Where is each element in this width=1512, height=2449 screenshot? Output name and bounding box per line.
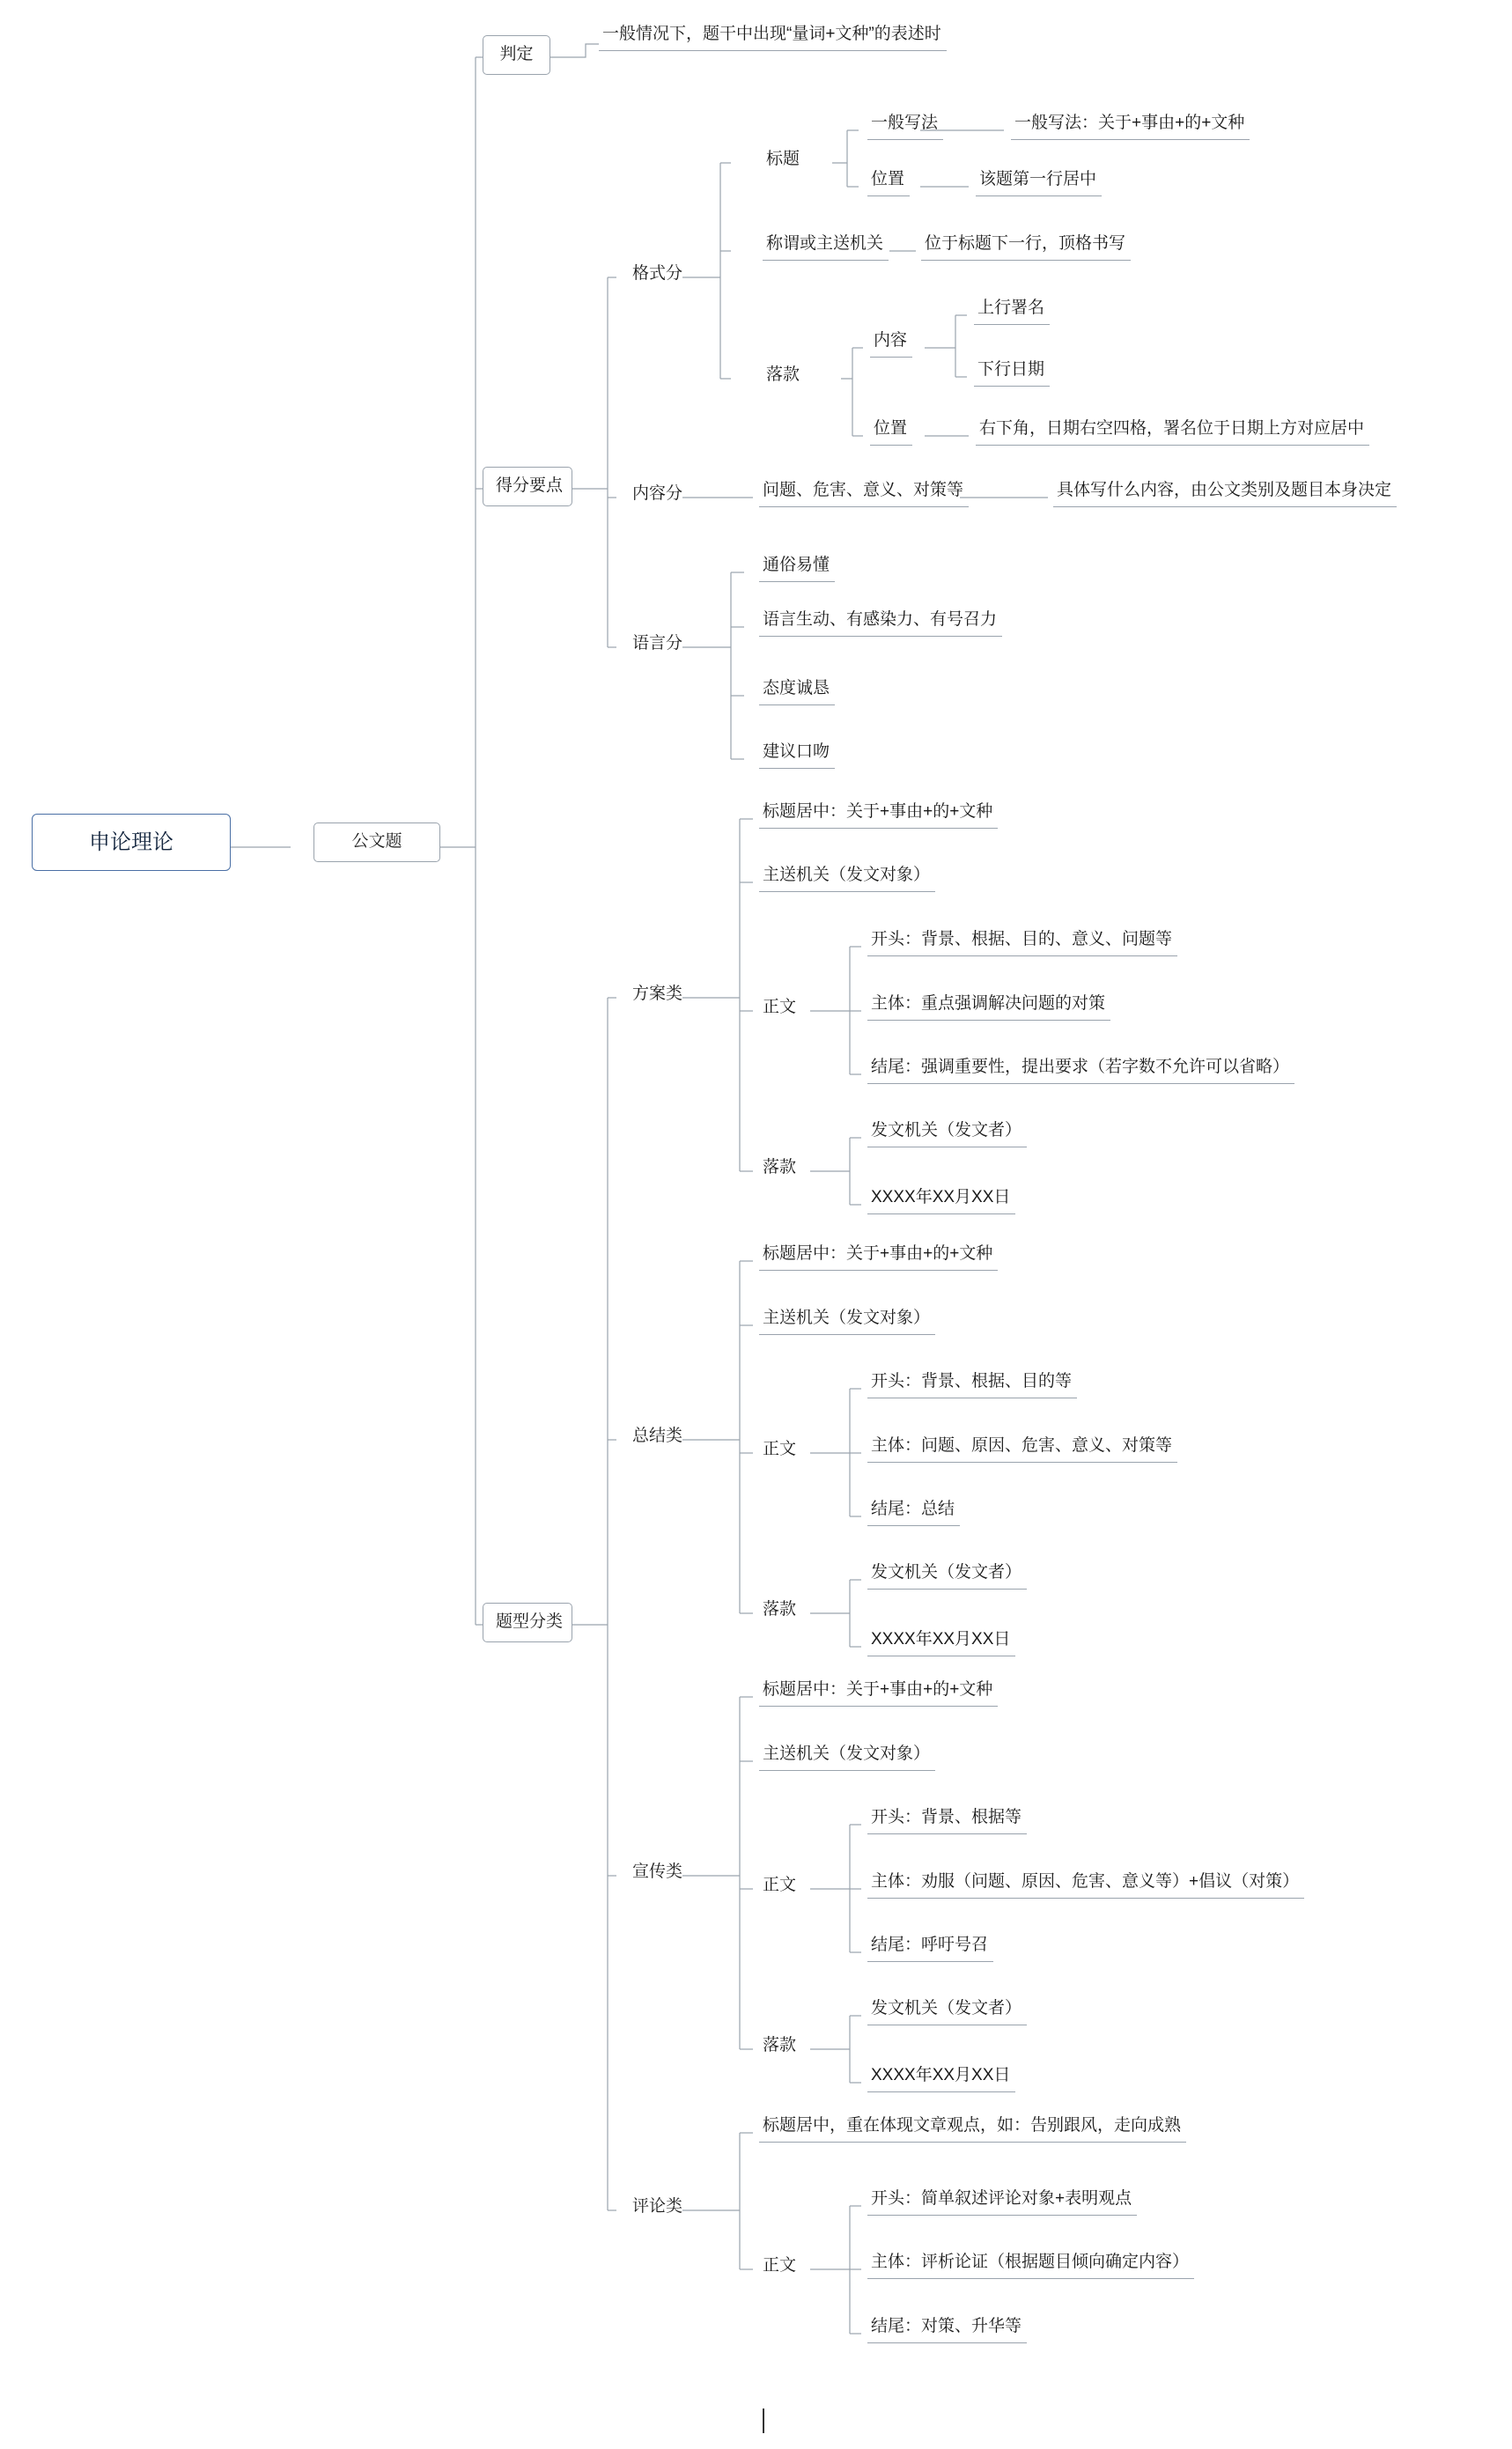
node-biaoti-weizhi-desc[interactable]: 该题第一行居中 bbox=[976, 167, 1102, 196]
node-tixing-fenlei[interactable]: 题型分类 bbox=[483, 1603, 572, 1642]
node-zongjie-luokuan[interactable]: 落款 bbox=[763, 1600, 797, 1619]
node-pinglun-biaoti[interactable]: 标题居中，重在体现文章观点，如：告别跟风，走向成熟 bbox=[759, 2113, 1186, 2143]
node-zongjie-kaitou[interactable]: 开头：背景、根据、目的等 bbox=[867, 1369, 1077, 1398]
node-neirongfen-desc[interactable]: 具体写什么内容，由公文类别及题目本身决定 bbox=[1053, 478, 1397, 507]
node-fangan-zhuti[interactable]: 主体：重点强调解决问题的对策 bbox=[867, 992, 1110, 1021]
node-pinglun-zhengwen[interactable]: 正文 bbox=[763, 2256, 797, 2275]
node-biaoti-yiban-desc[interactable]: 一般写法：关于+事由+的+文种 bbox=[1011, 111, 1250, 140]
node-xuanchuan-fawen[interactable]: 发文机关（发文者） bbox=[867, 1996, 1027, 2025]
node-chengwei[interactable]: 称谓或主送机关 bbox=[763, 232, 889, 261]
node-xuanchuan-zhusong[interactable]: 主送机关（发文对象） bbox=[759, 1742, 935, 1771]
node-biaoti-yiban[interactable]: 一般写法 bbox=[867, 111, 943, 140]
node-defen-yaodian[interactable]: 得分要点 bbox=[483, 467, 572, 506]
node-fangan-fawen[interactable]: 发文机关（发文者） bbox=[867, 1118, 1027, 1147]
node-zongjie-fawen[interactable]: 发文机关（发文者） bbox=[867, 1560, 1027, 1590]
node-luokuan-weizhi[interactable]: 位置 bbox=[870, 417, 912, 446]
node-zongjie-lei[interactable]: 总结类 bbox=[632, 1427, 683, 1445]
node-panding[interactable]: 判定 bbox=[483, 35, 550, 75]
node-zongjie-jiewei[interactable]: 结尾：总结 bbox=[867, 1497, 960, 1526]
node-fangan-jiewei[interactable]: 结尾：强调重要性，提出要求（若字数不允许可以省略） bbox=[867, 1055, 1294, 1084]
node-luokuan-neirong[interactable]: 内容 bbox=[870, 328, 912, 358]
node-luokuan-neirong-2[interactable]: 下行日期 bbox=[974, 358, 1050, 387]
node-fangan-luokuan[interactable]: 落款 bbox=[763, 1158, 797, 1177]
node-yuyan-2[interactable]: 语言生动、有感染力、有号召力 bbox=[759, 608, 1002, 637]
node-biaoti-weizhi[interactable]: 位置 bbox=[867, 167, 910, 196]
node-luokuan[interactable]: 落款 bbox=[766, 365, 800, 384]
node-xuanchuan-jiewei[interactable]: 结尾：呼吁号召 bbox=[867, 1933, 993, 1962]
node-zongjie-zhusong[interactable]: 主送机关（发文对象） bbox=[759, 1306, 935, 1335]
node-luokuan-neirong-1[interactable]: 上行署名 bbox=[974, 296, 1050, 325]
node-biaoti[interactable]: 标题 bbox=[766, 150, 800, 168]
node-xuanchuan-kaitou[interactable]: 开头：背景、根据等 bbox=[867, 1805, 1027, 1834]
node-pinglun-kaitou[interactable]: 开头：简单叙述评论对象+表明观点 bbox=[867, 2187, 1137, 2216]
node-xuanchuan-zhengwen[interactable]: 正文 bbox=[763, 1876, 797, 1894]
node-fangan-kaitou[interactable]: 开头：背景、根据、目的、意义、问题等 bbox=[867, 927, 1177, 956]
node-yuyan-3[interactable]: 态度诚恳 bbox=[759, 676, 835, 705]
node-fangan-lei[interactable]: 方案类 bbox=[632, 985, 683, 1003]
node-yuyan-1[interactable]: 通俗易懂 bbox=[759, 553, 835, 582]
node-xuanchuan-lei[interactable]: 宣传类 bbox=[632, 1863, 683, 1881]
node-neirongfen-item[interactable]: 问题、危害、意义、对策等 bbox=[759, 478, 969, 507]
node-geshifen[interactable]: 格式分 bbox=[632, 264, 683, 283]
node-zongjie-riqi[interactable]: XXXX年XX月XX日 bbox=[867, 1627, 1015, 1656]
node-pinglun-lei[interactable]: 评论类 bbox=[632, 2197, 683, 2216]
node-fangan-zhengwen[interactable]: 正文 bbox=[763, 998, 797, 1016]
node-zongjie-zhuti[interactable]: 主体：问题、原因、危害、意义、对策等 bbox=[867, 1434, 1177, 1463]
text-caret bbox=[763, 2408, 764, 2433]
node-luokuan-weizhi-desc[interactable]: 右下角，日期右空四格，署名位于日期上方对应居中 bbox=[976, 417, 1369, 446]
node-xuanchuan-biaoti[interactable]: 标题居中：关于+事由+的+文种 bbox=[759, 1678, 998, 1707]
node-yuyanfen[interactable]: 语言分 bbox=[632, 634, 683, 653]
node-pinglun-jiewei[interactable]: 结尾：对策、升华等 bbox=[867, 2314, 1027, 2343]
node-fangan-biaoti[interactable]: 标题居中：关于+事由+的+文种 bbox=[759, 800, 998, 829]
node-xuanchuan-zhuti[interactable]: 主体：劝服（问题、原因、危害、意义等）+倡议（对策） bbox=[867, 1870, 1304, 1899]
node-gongwen-ti[interactable]: 公文题 bbox=[313, 822, 440, 862]
node-fangan-riqi[interactable]: XXXX年XX月XX日 bbox=[867, 1185, 1015, 1214]
node-chengwei-desc[interactable]: 位于标题下一行，顶格书写 bbox=[921, 232, 1131, 261]
node-xuanchuan-luokuan[interactable]: 落款 bbox=[763, 2036, 797, 2054]
node-panding-desc[interactable]: 一般情况下，题干中出现“量词+文种”的表述时 bbox=[599, 22, 947, 51]
node-xuanchuan-riqi[interactable]: XXXX年XX月XX日 bbox=[867, 2063, 1015, 2092]
node-fangan-zhusong[interactable]: 主送机关（发文对象） bbox=[759, 863, 935, 892]
node-neirongfen[interactable]: 内容分 bbox=[632, 484, 683, 503]
node-zongjie-zhengwen[interactable]: 正文 bbox=[763, 1440, 797, 1458]
node-pinglun-zhuti[interactable]: 主体：评析论证（根据题目倾向确定内容） bbox=[867, 2250, 1194, 2279]
node-zongjie-biaoti[interactable]: 标题居中：关于+事由+的+文种 bbox=[759, 1242, 998, 1271]
node-root[interactable]: 申论理论 bbox=[32, 814, 231, 871]
node-yuyan-4[interactable]: 建议口吻 bbox=[759, 740, 835, 769]
